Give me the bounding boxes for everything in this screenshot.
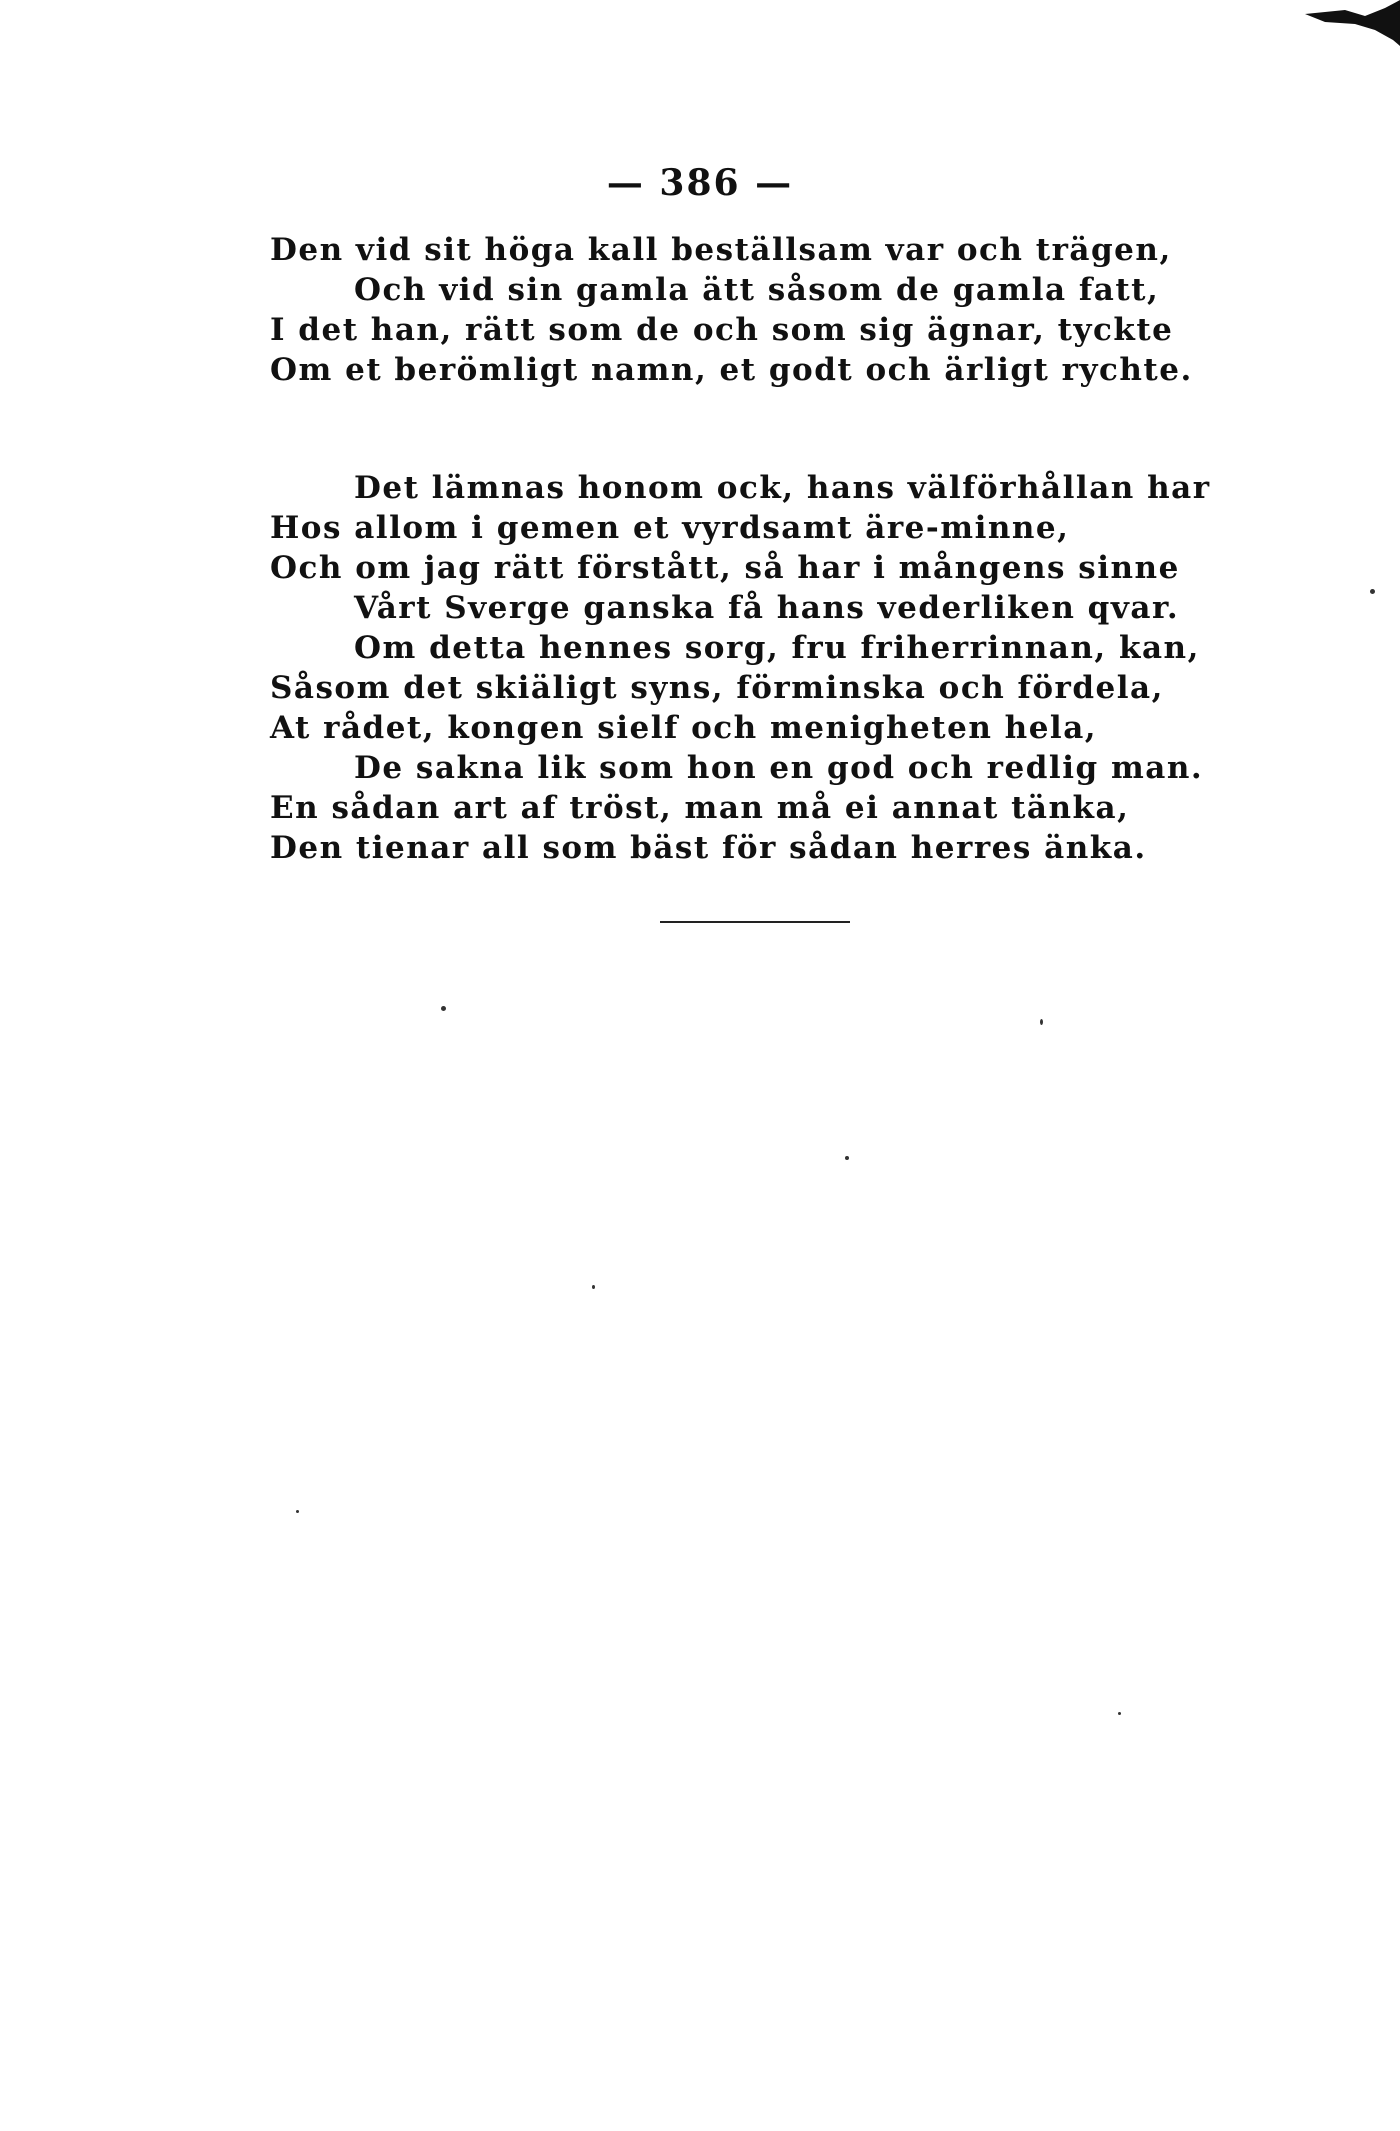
verse-line: Den vid sit höga kall beställsam var och trägen, xyxy=(270,232,1172,268)
verse-line: Om et berömligt namn, et godt och ärligt rychte. xyxy=(270,352,1193,388)
verse-line: De sakna lik som hon en god och redlig man. xyxy=(354,750,1204,786)
scan-speck xyxy=(592,1285,595,1289)
stanza-2 xyxy=(270,468,1211,868)
verse-line: At rådet, kongen sielf och menigheten hela, xyxy=(270,710,1098,746)
stanza-1 xyxy=(270,230,1193,390)
scan-speck xyxy=(845,1156,849,1160)
verse-line: En sådan art af tröst, man må ei annat tänka, xyxy=(270,790,1130,826)
scan-speck xyxy=(1040,1019,1043,1025)
scan-speck xyxy=(1370,589,1375,594)
verse-line: Om detta hennes sorg, fru friherrinnan, kan, xyxy=(354,630,1200,666)
scan-corner-mark xyxy=(1305,0,1400,46)
verse-line: Hos allom i gemen et vyrdsamt äre-minne, xyxy=(270,510,1070,546)
verse-line: I det han, rätt som de och som sig ägnar, tyckte xyxy=(270,312,1174,348)
page-number: — 386 — xyxy=(606,162,794,204)
verse-line: Den tienar all som bäst för sådan herres änka. xyxy=(270,830,1147,866)
scan-speck xyxy=(441,1006,446,1011)
verse-line: Vårt Sverge ganska få hans vederliken qvar. xyxy=(354,590,1180,626)
verse-line: Det lämnas honom ock, hans välförhållan har xyxy=(354,470,1211,506)
scan-speck xyxy=(296,1510,299,1513)
closing-rule xyxy=(660,921,850,923)
verse-line: Och om jag rätt förstått, så har i mångens sinne xyxy=(270,550,1180,586)
scan-speck xyxy=(1118,1712,1121,1715)
verse-line: Såsom det skiäligt syns, förminska och fördela, xyxy=(270,670,1164,706)
verse-line: Och vid sin gamla ätt såsom de gamla fatt, xyxy=(354,272,1160,308)
